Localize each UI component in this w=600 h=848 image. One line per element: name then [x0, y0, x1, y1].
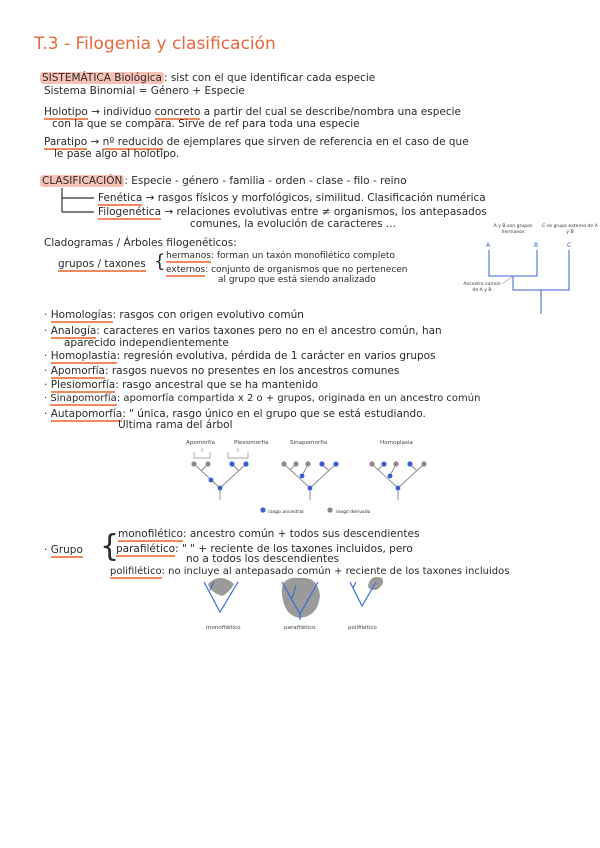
holotipo-term: Holotipo: [44, 106, 88, 118]
hermanos-line: [166, 250, 395, 262]
filogenetica-def: → relaciones evolutivas entre ≠ organismos, los antepasados: [164, 206, 487, 218]
clasificacion-term: CLASIFICACIÓN: [42, 175, 123, 187]
fig-ancestro: Ancestro común de A y B: [463, 282, 501, 293]
term-analogia: · Analogía: caracteres en varios taxones pero no en el ancestro común, han: [44, 325, 442, 337]
clasificacion-bracket: [58, 188, 98, 218]
grupos-taxones-label: [58, 258, 146, 270]
paratipo-line-2: le pase algo al holotipo.: [54, 148, 180, 160]
externos-term: externos: [166, 265, 206, 275]
para-term: parafilético: [116, 543, 176, 555]
term-plesiomorfia: · Plesiomorfía: rasgo ancestral que se ha mantenido: [44, 379, 319, 391]
filogenetica-line-2: comunes, la evolución de caracteres ...: [190, 218, 396, 230]
mono-term: monofilético: [118, 528, 183, 540]
page-title: T.3 - Filogenia y clasificación: [34, 34, 276, 54]
term-def: : rasgos nuevos no presentes en los ancestros comunes: [104, 365, 400, 377]
holotipo-c: a partir del cual se describe/nombra una especie: [203, 106, 461, 118]
clasificacion-def: : Especie - género - familia - orden - clase - filo - reino: [124, 175, 407, 187]
externos-def: : conjunto de organismos que no pertenecen: [205, 265, 408, 275]
term-label: Sinapomorfía: [50, 393, 117, 404]
term-label: Homologías: [50, 309, 113, 321]
grupo-label: Grupo: [50, 544, 83, 556]
fenetica-term: Fenética: [98, 192, 143, 204]
poli-term: polifilético: [110, 566, 162, 577]
term-sinapomorfia: · Sinapomorfía: apomorfía compartida x 2 o + grupos, originada en un ancestro común: [44, 393, 481, 404]
morph-label-apomorfia: Apomorfía: [186, 440, 215, 446]
grupos-taxones: grupos / taxones: [58, 258, 146, 270]
grupo-brace: {: [100, 529, 120, 564]
legend-gray-label: rasgo derivado: [336, 510, 371, 515]
morph-tree-3: [369, 461, 426, 500]
fig-node-c: C: [567, 242, 572, 249]
term-def: : regresión evolutiva, pérdida de 1 carácter en varios grupos: [116, 350, 436, 362]
paratipo-term: Paratipo: [44, 136, 88, 148]
clasificacion-line: [40, 175, 407, 187]
para-line-2: no a todos los descendientes: [186, 553, 340, 565]
term-analogia-2: aparecido independientemente: [64, 337, 229, 349]
para-def: : " " + reciente de los taxones incluidos, pero: [175, 543, 413, 555]
cladogramas-title: Cladogramas / Árboles filogenéticos:: [44, 237, 237, 249]
filogenetica-line: [98, 206, 487, 218]
sistematica-term: SISTEMÁTICA Biológica: [42, 72, 162, 84]
filogenetica-term: Filogenética: [98, 206, 162, 218]
mono-def: : ancestro común + todos sus descendientes: [182, 528, 420, 540]
morph-label-sinapomorfia: Sinapomorfía: [290, 440, 328, 446]
fenetica-def: → rasgos físicos y morfológicos, similitud. Clasificación numérica: [145, 192, 486, 204]
term-apomorfia: · Apomorfía: rasgos nuevos no presentes en los ancestros comunes: [44, 365, 400, 377]
holotipo-line-2: con la que se compara. Sirve de ref para toda una especie: [52, 118, 360, 130]
term-label: Apomorfía: [50, 365, 105, 377]
term-def: : rasgo ancestral que se ha mantenido: [115, 379, 319, 391]
term-label: Autapomorfía: [50, 408, 123, 420]
grupo-fig-para: [282, 578, 320, 620]
grupo-label-line: · Grupo: [44, 544, 83, 556]
legend-blue-dot: [260, 507, 265, 512]
morph-trees: [180, 448, 440, 518]
binomial-line: Sistema Binomial = Género + Especie: [44, 85, 245, 97]
morph-label-homoplasia: Homoplasia: [380, 440, 413, 446]
term-autapomorfia: · Autapomorfía: " única, rasgo único en el grupo que se está estudiando.: [44, 408, 426, 420]
term-label: Analogía: [50, 325, 97, 337]
grupo-fig-label-mono: monofilético: [206, 625, 241, 631]
externos-line-2: al grupo que está siendo analizado: [218, 275, 376, 285]
fig-node-b: B: [534, 242, 539, 249]
sistematica-line: [40, 72, 375, 84]
term-autapomorfia-2: Última rama del árbol: [118, 419, 233, 431]
fig-node-a: A: [486, 242, 491, 249]
paratipo-b: nº reducido: [102, 136, 164, 148]
morph-label-plesiomorfia: Plesiomorfía: [234, 440, 269, 446]
holotipo-line: [44, 106, 461, 118]
grupo-fig-poli: [350, 577, 383, 606]
term-label: Plesiomorfía: [50, 379, 116, 391]
grupo-fig-mono: [204, 578, 238, 612]
grupo-fig-label-poli: polifilético: [348, 625, 377, 631]
morph-tree-2: [281, 461, 338, 500]
sistematica-def: : sist con el que identificar cada especie: [163, 72, 376, 84]
term-homoplastia: · Homoplastia: regresión evolutiva, pérdida de 1 carácter en varios grupos: [44, 350, 436, 362]
term-def: : caracteres en varios taxones pero no en el ancestro común, han: [96, 325, 442, 337]
holotipo-b: concreto: [154, 106, 201, 118]
fig-note-ab: A y B son grupos hermanos: [493, 224, 533, 235]
term-def: : rasgos con origen evolutivo común: [112, 309, 304, 321]
paratipo-line: [44, 136, 469, 148]
brace: {: [154, 251, 166, 272]
morph-tree-1: [191, 461, 248, 500]
fig-note-c: C es grupo externo de A y B: [542, 224, 598, 235]
poli-def: : no incluye al antepasado común + reciente de los taxones incluidos: [161, 566, 510, 577]
legend-gray-dot: [327, 507, 332, 512]
grupo-fig-label-para: parafilético: [284, 625, 316, 631]
mono-line: [118, 528, 419, 540]
term-def: : " única, rasgo único en el grupo que se está estudiando.: [122, 408, 426, 420]
grupo-figures: [200, 576, 400, 626]
fenetica-line: [98, 192, 486, 204]
legend-blue-label: rasgo ancestral: [268, 510, 304, 515]
term-label: Homoplastia: [50, 350, 117, 362]
hermanos-term: hermanos: [166, 251, 211, 261]
paratipo-a: →: [90, 136, 100, 148]
term-homologias: · Homologías: rasgos con origen evolutivo común: [44, 309, 304, 321]
hermanos-def: : forman un taxón monofilético completo: [210, 251, 395, 261]
holotipo-a: → individuo: [91, 106, 152, 118]
paratipo-c: de ejemplares que sirven de referencia en el caso de que: [166, 136, 469, 148]
term-def: : apomorfía compartida x 2 o + grupos, originada en un ancestro común: [116, 393, 481, 404]
